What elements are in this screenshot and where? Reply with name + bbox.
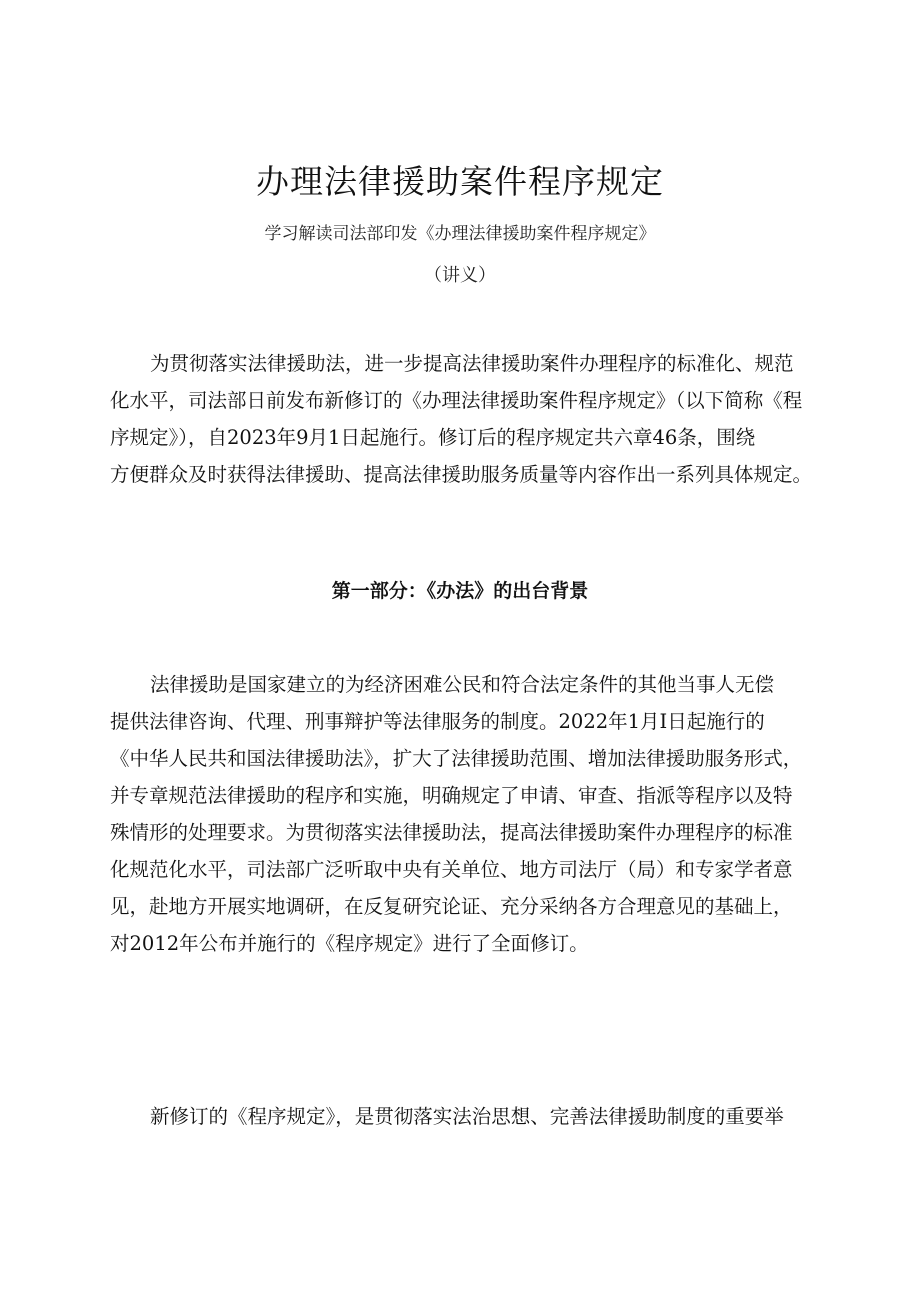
paragraph-line: 序规定》），自2023年9月1日起施行。修订后的程序规定共六章46条，围绕 [110, 426, 756, 449]
paragraph-line: 新修订的《程序规定》，是贯彻落实法治思想、完善法律援助制度的重要举 [150, 1105, 784, 1128]
paragraph-line: 化水平，司法部日前发布新修订的《办理法律援助案件程序规定》（以下简称《程 [110, 389, 803, 412]
paragraph-line: 见，赴地方开展实地调研，在反复研究论证、充分采纳各方合理意见的基础上， [110, 895, 793, 918]
paragraph-line: 方便群众及时获得法律援助、提高法律援助服务质量等内容作出一系列具体规定。 [110, 463, 813, 486]
document-subtitle-lecture-notes: （讲义） [424, 265, 496, 286]
section-heading: 第一部分：《办法》的出台背景 [331, 580, 589, 602]
paragraph-line: 法律援助是国家建立的为经济困难公民和符合法定条件的其他当事人无偿 [150, 673, 775, 696]
paragraph-line: 对2012年公布并施行的《程序规定》进行了全面修订。 [110, 932, 589, 955]
intro-paragraph [110, 345, 826, 493]
paragraph-line: 化规范化水平，司法部广泛听取中央有关单位、地方司法厅（局）和专家学者意 [110, 858, 793, 881]
paragraph-line: 《中华人民共和国法律援助法》，扩大了法律援助范围、增加法律援助服务形式， [110, 747, 803, 770]
paragraph-line: 为贯彻落实法律援助法，进一步提高法律援助案件办理程序的标准化、规范 [150, 352, 794, 375]
paragraph-line: 并专章规范法律援助的程序和实施，明确规定了申请、审查、指派等程序以及特 [110, 784, 793, 807]
document-subtitle: 学习解读司法部印发《办理法律援助案件程序规定》 [264, 224, 656, 244]
revision-paragraph [110, 1098, 826, 1135]
paragraph-line: 殊情形的处理要求。为贯彻落实法律援助法，提高法律援助案件办理程序的标准 [110, 821, 793, 844]
paragraph-line: 提供法律咨询、代理、刑事辩护等法律服务的制度。2022年1月I日起施行的 [110, 710, 765, 733]
background-paragraph [110, 666, 826, 962]
document-title: 办理法律援助案件程序规定 [256, 162, 664, 201]
